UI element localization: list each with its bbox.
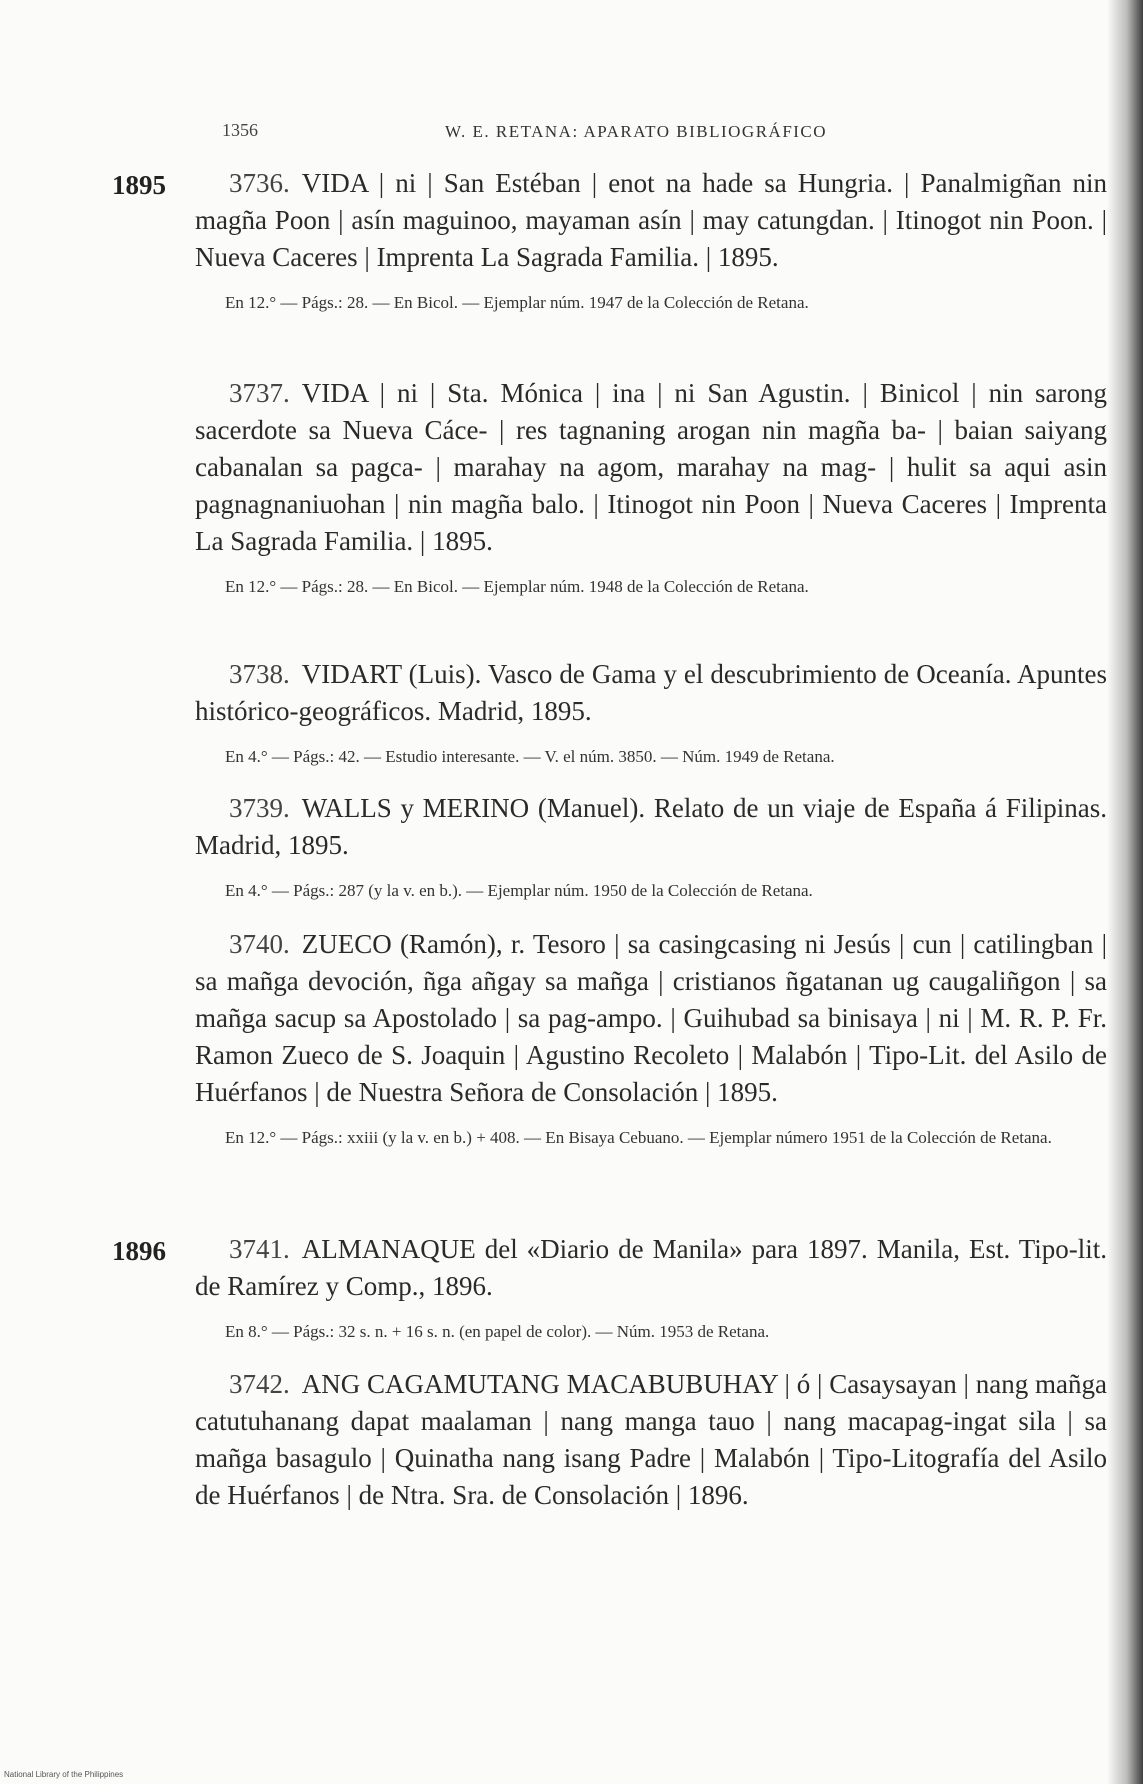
- entry-text: [195, 926, 1107, 1111]
- bibliographic-entry: [195, 656, 1107, 769]
- bibliographic-entry: [195, 926, 1107, 1150]
- bibliographic-entry: [195, 1366, 1107, 1514]
- entry-body: ZUECO (Ramón), r. Tesoro | sa casingcasing ni Jesús | cun | catilingban | sa mañga devoción, ñga añgay sa mañga | cristianos ñgatanan ug caugaliñgon | sa mañga sacup sa Apostolado | sa pag-ampo. | Guihubad sa binisaya | ni | M. R. P. Fr. Ramon Zueco de S. Joaquin | Agustino Recoleto | Malabón | Tipo-Lit. del Asilo de Huérfanos | de Nuestra Señora de Consolación | 1895.: [195, 929, 1107, 1107]
- entry-note: En 8.° — Págs.: 32 s. n. + 16 s. n. (en papel de color). — Núm. 1953 de Retana.: [225, 1322, 770, 1341]
- entry-note: En 4.° — Págs.: 287 (y la v. en b.). — Ejemplar núm. 1950 de la Colección de Retana.: [225, 881, 813, 900]
- entry-note: En 12.° — Págs.: xxiii (y la v. en b.) + 408. — En Bisaya Cebuano. — Ejemplar número 1951 de la Colección de Retana.: [225, 1128, 1052, 1147]
- entry-number: 3740.: [229, 929, 290, 959]
- entry-note: En 12.° — Págs.: 28. — En Bicol. — Ejemplar núm. 1947 de la Colección de Retana.: [225, 293, 809, 312]
- entry-text: [195, 165, 1107, 276]
- bibliographic-entry: [195, 165, 1107, 315]
- entry-text: [195, 1366, 1107, 1514]
- bibliographic-entry: [195, 1231, 1107, 1344]
- entry-text: [195, 790, 1107, 864]
- year-marker-1895: 1895: [112, 170, 166, 200]
- entry-number: 3741.: [229, 1234, 290, 1264]
- entry-note: En 4.° — Págs.: 42. — Estudio interesante. — V. el núm. 3850. — Núm. 1949 de Retana.: [225, 747, 835, 766]
- bibliographic-entry: [195, 375, 1107, 599]
- entry-body: WALLS y MERINO (Manuel). Relato de un viaje de España á Filipinas. Madrid, 1895.: [195, 793, 1107, 860]
- running-header: [0, 116, 1143, 146]
- entry-text: [195, 1231, 1107, 1305]
- entry-number: 3736.: [229, 168, 290, 198]
- entry-text: [195, 656, 1107, 730]
- entry-note: En 12.° — Págs.: 28. — En Bicol. — Ejemplar núm. 1948 de la Colección de Retana.: [225, 577, 809, 596]
- entry-body: VIDA | ni | San Estéban | enot na hade sa Hungria. | Panalmigñan nin magña Poon | asín maguinoo, mayaman asín | may catungdan. | Itinogot nin Poon. | Nueva Caceres | Imprenta La Sagrada Familia. | 1895.: [195, 168, 1107, 272]
- entry-number: 3739.: [229, 793, 290, 823]
- running-title: W. E. RETANA: APARATO BIBLIOGRÁFICO: [445, 122, 828, 141]
- year-marker-1896: 1896: [112, 1236, 166, 1266]
- entry-number: 3737.: [229, 378, 290, 408]
- bibliographic-entry: [195, 790, 1107, 903]
- entry-number: 3742.: [229, 1369, 290, 1399]
- scan-credit: National Library of the Philippines: [4, 1770, 124, 1779]
- entry-number: 3738.: [229, 659, 290, 689]
- entry-text: [195, 375, 1107, 560]
- page-edge-shadow: [1107, 0, 1143, 1784]
- entry-body: VIDA | ni | Sta. Mónica | ina | ni San Agustin. | Binicol | nin sarong sacerdote sa Nueva Cáce- | res tagnaning arogan nin magña ba- | baian saiyang cabanalan sa pagca- | marahay na agom, marahay na mag- | hulit sa aqui asin pagnagnaniuohan | nin magña balo. | Itinogot nin Poon | Nueva Caceres | Imprenta La Sagrada Familia. | 1895.: [195, 378, 1107, 556]
- entry-body: ANG CAGAMUTANG MACABUBUHAY | ó | Casaysayan | nang mañga catutuhanang dapat maalaman | nang manga tauo | nang macapag-ingat sila | sa mañga basagulo | Quinatha nang isang Padre | Malabón | Tipo-Litografía del Asilo de Huérfanos | de Ntra. Sra. de Consolación | 1896.: [195, 1369, 1107, 1510]
- entry-body: VIDART (Luis). Vasco de Gama y el descubrimiento de Oceanía. Apuntes histórico-geográficos. Madrid, 1895.: [195, 659, 1107, 726]
- page-number: 1356: [222, 120, 258, 140]
- entry-body: ALMANAQUE del «Diario de Manila» para 1897. Manila, Est. Tipo-lit. de Ramírez y Comp., 1896.: [195, 1234, 1107, 1301]
